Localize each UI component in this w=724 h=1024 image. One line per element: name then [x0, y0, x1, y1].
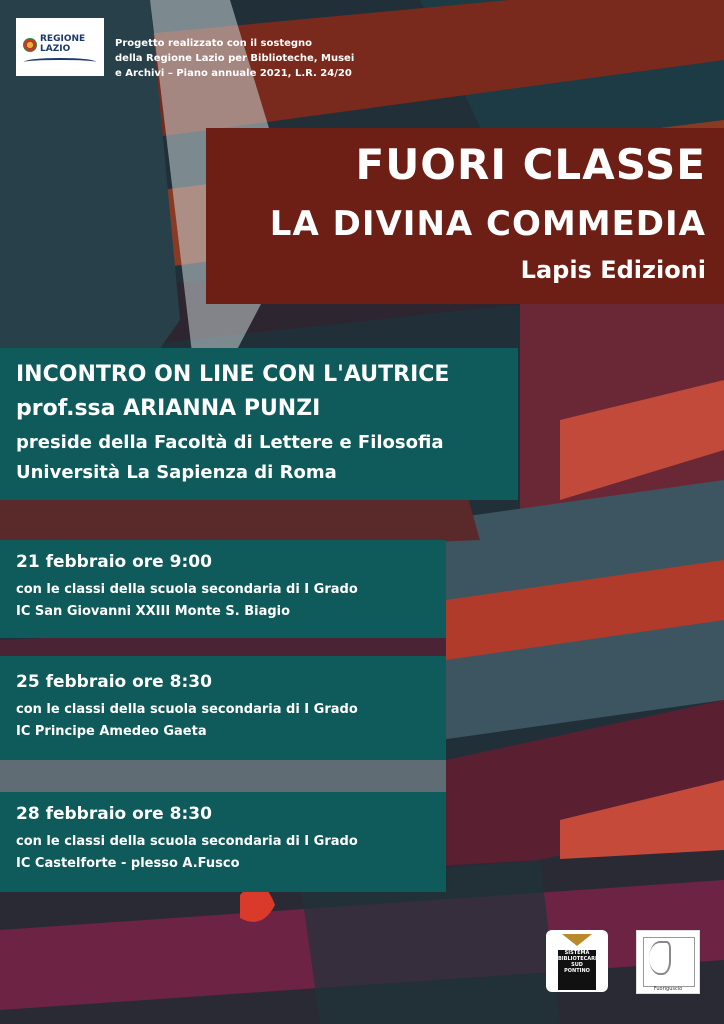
event-school: IC Castelforte - plesso A.Fusco	[16, 856, 240, 871]
sponsor-line-2: della Regione Lazio per Biblioteche, Musei	[115, 53, 355, 64]
logo-swoosh	[24, 58, 96, 66]
sponsor-line-1: Progetto realizzato con il sostegno	[115, 38, 313, 49]
intro-heading: INCONTRO ON LINE CON L'AUTRICE	[16, 362, 450, 387]
fuoriguscio-logo	[636, 930, 700, 994]
sistema-bibliotecario-text: SISTEMA BIBLIOTECARIO SUD PONTINO	[558, 950, 596, 990]
title-panel	[206, 128, 724, 304]
sponsor-line-3: e Archivi – Piano annuale 2021, L.R. 24/20	[115, 68, 352, 79]
event-audience: con le classi della scuola secondaria di I Grado	[16, 582, 358, 597]
event-date: 25 febbraio ore 8:30	[16, 672, 212, 692]
regione-lazio-logo-text: REGIONE LAZIO	[40, 34, 86, 54]
regione-lazio-logo	[16, 18, 104, 76]
event-school: IC Principe Amedeo Gaeta	[16, 724, 207, 739]
fuoriguscio-caption: Fuoriguscio	[653, 986, 683, 992]
author-name: prof.ssa ARIANNA PUNZI	[16, 396, 321, 421]
face-profile-icon	[649, 941, 671, 975]
event-date: 28 febbraio ore 8:30	[16, 804, 212, 824]
publisher-name: Lapis Edizioni	[520, 256, 706, 284]
book-title: LA DIVINA COMMEDIA	[269, 204, 706, 244]
author-intro-panel	[0, 348, 518, 500]
sponsor-note	[115, 36, 355, 81]
event-audience: con le classi della scuola secondaria di I Grado	[16, 702, 358, 717]
event-card	[0, 656, 446, 760]
main-title: FUORI CLASSE	[355, 140, 706, 189]
event-school: IC San Giovanni XXIII Monte S. Biagio	[16, 604, 291, 619]
author-role: preside della Facoltà di Lettere e Filosofia	[16, 432, 444, 453]
event-card	[0, 540, 446, 638]
regione-lazio-emblem-icon	[23, 38, 37, 52]
author-university: Università La Sapienza di Roma	[16, 462, 337, 483]
sistema-bibliotecario-logo	[546, 930, 608, 992]
eagle-icon	[562, 934, 592, 946]
event-date: 21 febbraio ore 9:00	[16, 552, 212, 572]
event-card	[0, 792, 446, 892]
event-audience: con le classi della scuola secondaria di I Grado	[16, 834, 358, 849]
